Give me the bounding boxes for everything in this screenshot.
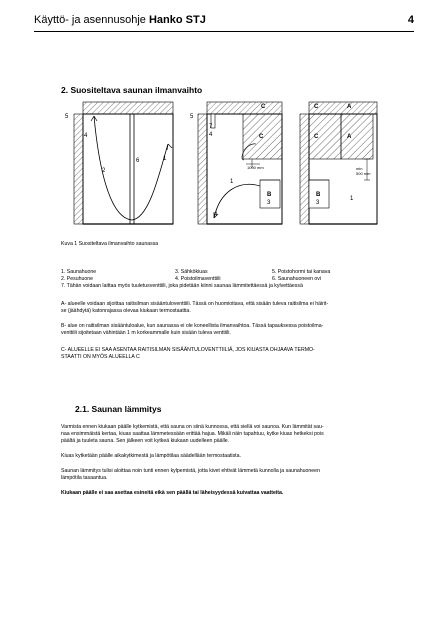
- section-heading: 2. Suositeltava saunan ilmanvaihto: [61, 85, 203, 95]
- page-header: [34, 14, 414, 30]
- legend-item: 2. Pesuhuone: [61, 276, 94, 282]
- header-rule: [34, 31, 414, 32]
- text-line: naa ensimmäistä kertaa, kiuas saattaa lämmetessään erittää hajua. Mikäli näin tapahtuu, kytke kiuas hetkeksi pois: [61, 431, 324, 437]
- text-line: Saunan lämmitys tulisi aloittaa noin tunti ennen kylpemistä, jotta kivet ehtivät lämmetä kunnolla ja saunahuoneen: [61, 468, 320, 474]
- paragraph-area-c: [61, 347, 391, 361]
- figure-label-5-left: 5: [65, 114, 69, 120]
- figure-label-c-right: C: [314, 134, 319, 140]
- legend-row: [61, 283, 391, 290]
- text-line: B- alue on raitisilman sisääntuloalue, kun saunassa ei ole koneellista ilmanvaihtoa. Tässä tapauksessa poistoilma-: [61, 323, 324, 329]
- figure-label-4-middle-top: 4: [209, 132, 213, 138]
- document-title-product: Hanko STJ: [148, 14, 206, 26]
- legend-item: 6. Saunahuoneen ovi: [272, 276, 322, 282]
- figure-label-4-middle-bottom: 4: [214, 212, 218, 218]
- text-line: venttiili sijoitetaan vähintään 1 m korkeammalle kuin sisään tuleva venttiili.: [61, 330, 231, 336]
- figure-caption: Kuva 1 Suositeltava ilmanvaihto saunassa: [61, 241, 159, 247]
- legend-item: 1. Saunahuone: [61, 269, 97, 275]
- paragraph-area-b: [61, 323, 391, 337]
- text-line: Varmista ennen kiukaan päälle kytkemistä, että sauna on siinä kunnossa, että siellä voi saunoa. Kun lämmität sau-: [61, 424, 324, 430]
- figure-label-min: min: [356, 166, 363, 171]
- figure-label-b-right: B: [316, 192, 321, 198]
- document-title-regular: Käyttö- ja asennusohje: [34, 14, 146, 26]
- figure-label-1-left: 1: [163, 156, 167, 162]
- text-line: A- alueelle voidaan sijoittaa raitisilman sisääntuloventtiili. Tässä on huomioitava, että sisään tuleva raitisilma ei häirit-: [61, 301, 329, 307]
- figure-label-1000mm: 1000 mm: [247, 165, 264, 170]
- page-number: 4: [407, 14, 414, 26]
- text-line: STAATTI ON MYÖS ALUEELLA C: [61, 354, 140, 360]
- figure-label-3-middle: 3: [267, 200, 271, 206]
- text-line: Kiukaan päälle ei saa asettaa esineitä eikä sen päällä tai läheisyydessä kuivattaa vaatteita.: [61, 490, 284, 496]
- legend-item: 4. Poistoilmaventtiili: [175, 276, 221, 282]
- legend-row: [61, 269, 391, 276]
- figure-label-7: 7: [209, 124, 213, 130]
- text-line: lämpötila tasaantua.: [61, 475, 108, 481]
- figure-label-a-right-top: A: [347, 104, 352, 110]
- paragraph-area-a: [61, 301, 391, 315]
- figure-label-c-middle-top: C: [261, 104, 266, 110]
- figure-label-b-middle: B: [267, 192, 272, 198]
- figure-label-4-left: 4: [84, 133, 88, 139]
- document-title: [34, 14, 206, 26]
- legend-item: 7. Tähän voidaan laittaa myös tuuletusventtiili, joka pidetään kiinni saunaa lämmitettäessä ja kylvettäessä: [61, 283, 303, 289]
- legend-row: [61, 276, 391, 283]
- figure-label-1-middle: 1: [230, 179, 234, 185]
- diagram-right: [300, 102, 377, 224]
- legend-item: 5. Poistohormi tai kanava: [272, 269, 331, 275]
- text-line: päältä ja tuuleta sauna. Sen jälkeen voit kytkeä kiukaan uudelleen päälle.: [61, 438, 230, 444]
- figure-legend: [61, 269, 391, 290]
- figure-label-3-right: 3: [316, 200, 320, 206]
- figure-label-c-right-top: C: [314, 104, 319, 110]
- figure-label-1-right: 1: [350, 196, 354, 202]
- diagram-left: [74, 102, 173, 224]
- figure-label-c-middle: C: [259, 134, 264, 140]
- paragraph-heating-switch: [61, 453, 391, 460]
- text-line: Kiuas kytketään päälle aikakytkimestä ja lämpötilaa säädellään termostaatista.: [61, 453, 241, 459]
- figure-label-a-right: A: [347, 134, 352, 140]
- ventilation-figure: [60, 100, 390, 230]
- figure-label-6: 6: [136, 158, 140, 164]
- text-line: se (jäähdytä) katonrajassa olevaa kiukaan termostaattia.: [61, 308, 191, 314]
- paragraph-heating-intro: [61, 424, 391, 445]
- figure-label-500mm: 500 mm: [356, 171, 371, 176]
- subsection-heading: 2.1. Saunan lämmitys: [75, 404, 162, 414]
- paragraph-heating-time: [61, 468, 391, 482]
- figure-label-5-middle: 5: [190, 114, 194, 120]
- paragraph-warning: [61, 490, 391, 497]
- text-line: C- ALUEELLE EI SAA ASENTAA RAITISILMAN SISÄÄNTULOVENTTIILIÄ, JOS KIUASTA OHJAAVA TERMO-: [61, 347, 315, 353]
- figure-label-2: 2: [102, 168, 106, 174]
- legend-item: 3. Sähkökiuas: [175, 269, 208, 275]
